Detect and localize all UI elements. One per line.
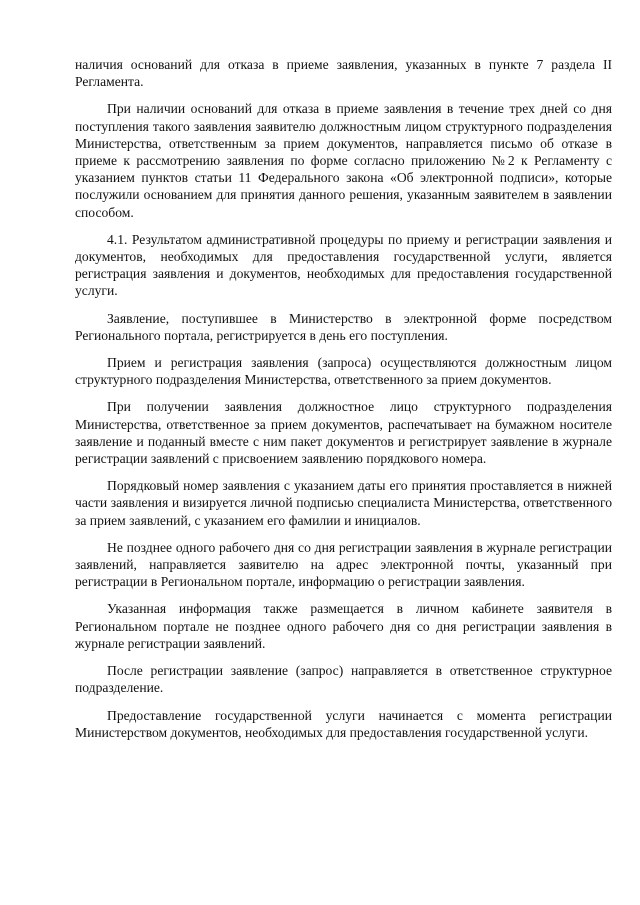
paragraph-intake-official: Прием и регистрация заявления (запроса) осуществляются должностным лицом структурного подразделения Министерства, ответственного за прием документов. bbox=[75, 355, 612, 388]
paragraph-service-start: Предоставление государственной услуги начинается с момента регистрации Министерством документов, необходимых для предоставления государственной услуги. bbox=[75, 707, 612, 740]
paragraph-refusal-letter: При наличии оснований для отказа в приеме заявления в течение трех дней со дня поступления такого заявления заявителю должностным лицом структурного подразделения Министерства, ответственным за прием документов, направляется письмо об отказе в приеме к рассмотрению заявления по форме согласно приложению №2 к Регламенту с указанием пунктов статьи 11 Федерального закона «Об электронной подписи», которые послужили основанием для принятия данного решения, указанным заявителем в заявлении способом. bbox=[75, 101, 612, 220]
paragraph-forwarding: После регистрации заявление (запрос) направляется в ответственное структурное подразделение. bbox=[75, 663, 612, 696]
paragraph-personal-cabinet: Указанная информация также размещается в личном кабинете заявителя в Региональном портале не позднее одного рабочего дня со дня регистрации заявления в журнале регистрации заявлений. bbox=[75, 601, 612, 651]
paragraph-serial-number: Порядковый номер заявления с указанием даты его принятия проставляется в нижней части заявления и визируется личной подписью специалиста Министерства, ответственного за прием заявлений, с указанием его фамилии и инициалов. bbox=[75, 478, 612, 528]
paragraph-section-4-1: 4.1. Результатом административной процедуры по приему и регистрации заявления и документов, необходимых для предоставления государственной услуги, является регистрация заявления и документов, необходимых для предоставления государственной услуги. bbox=[75, 231, 612, 299]
paragraph-email-notice: Не позднее одного рабочего дня со дня регистрации заявления в журнале регистрации заявлений, направляется заявителю на адрес электронной почты, указанный при регистрации в Региональном портале, информацию о регистрации заявления. bbox=[75, 539, 612, 590]
paragraph-continuation: наличия оснований для отказа в приеме заявления, указанных в пункте 7 раздела II Регламента. bbox=[75, 57, 612, 90]
paragraph-registration-day: Заявление, поступившее в Министерство в электронной форме посредством Регионального портала, регистрируется в день его поступления. bbox=[75, 310, 612, 343]
paragraph-printing-and-logging: При получении заявления должностное лицо структурного подразделения Министерства, ответственное за прием документов, распечатывает на бумажном носителе заявление и поданный вместе с ним пакет документов и регистрирует заявление в журнале регистрации заявлений с присвоением заявлению порядкового номера. bbox=[75, 399, 612, 467]
